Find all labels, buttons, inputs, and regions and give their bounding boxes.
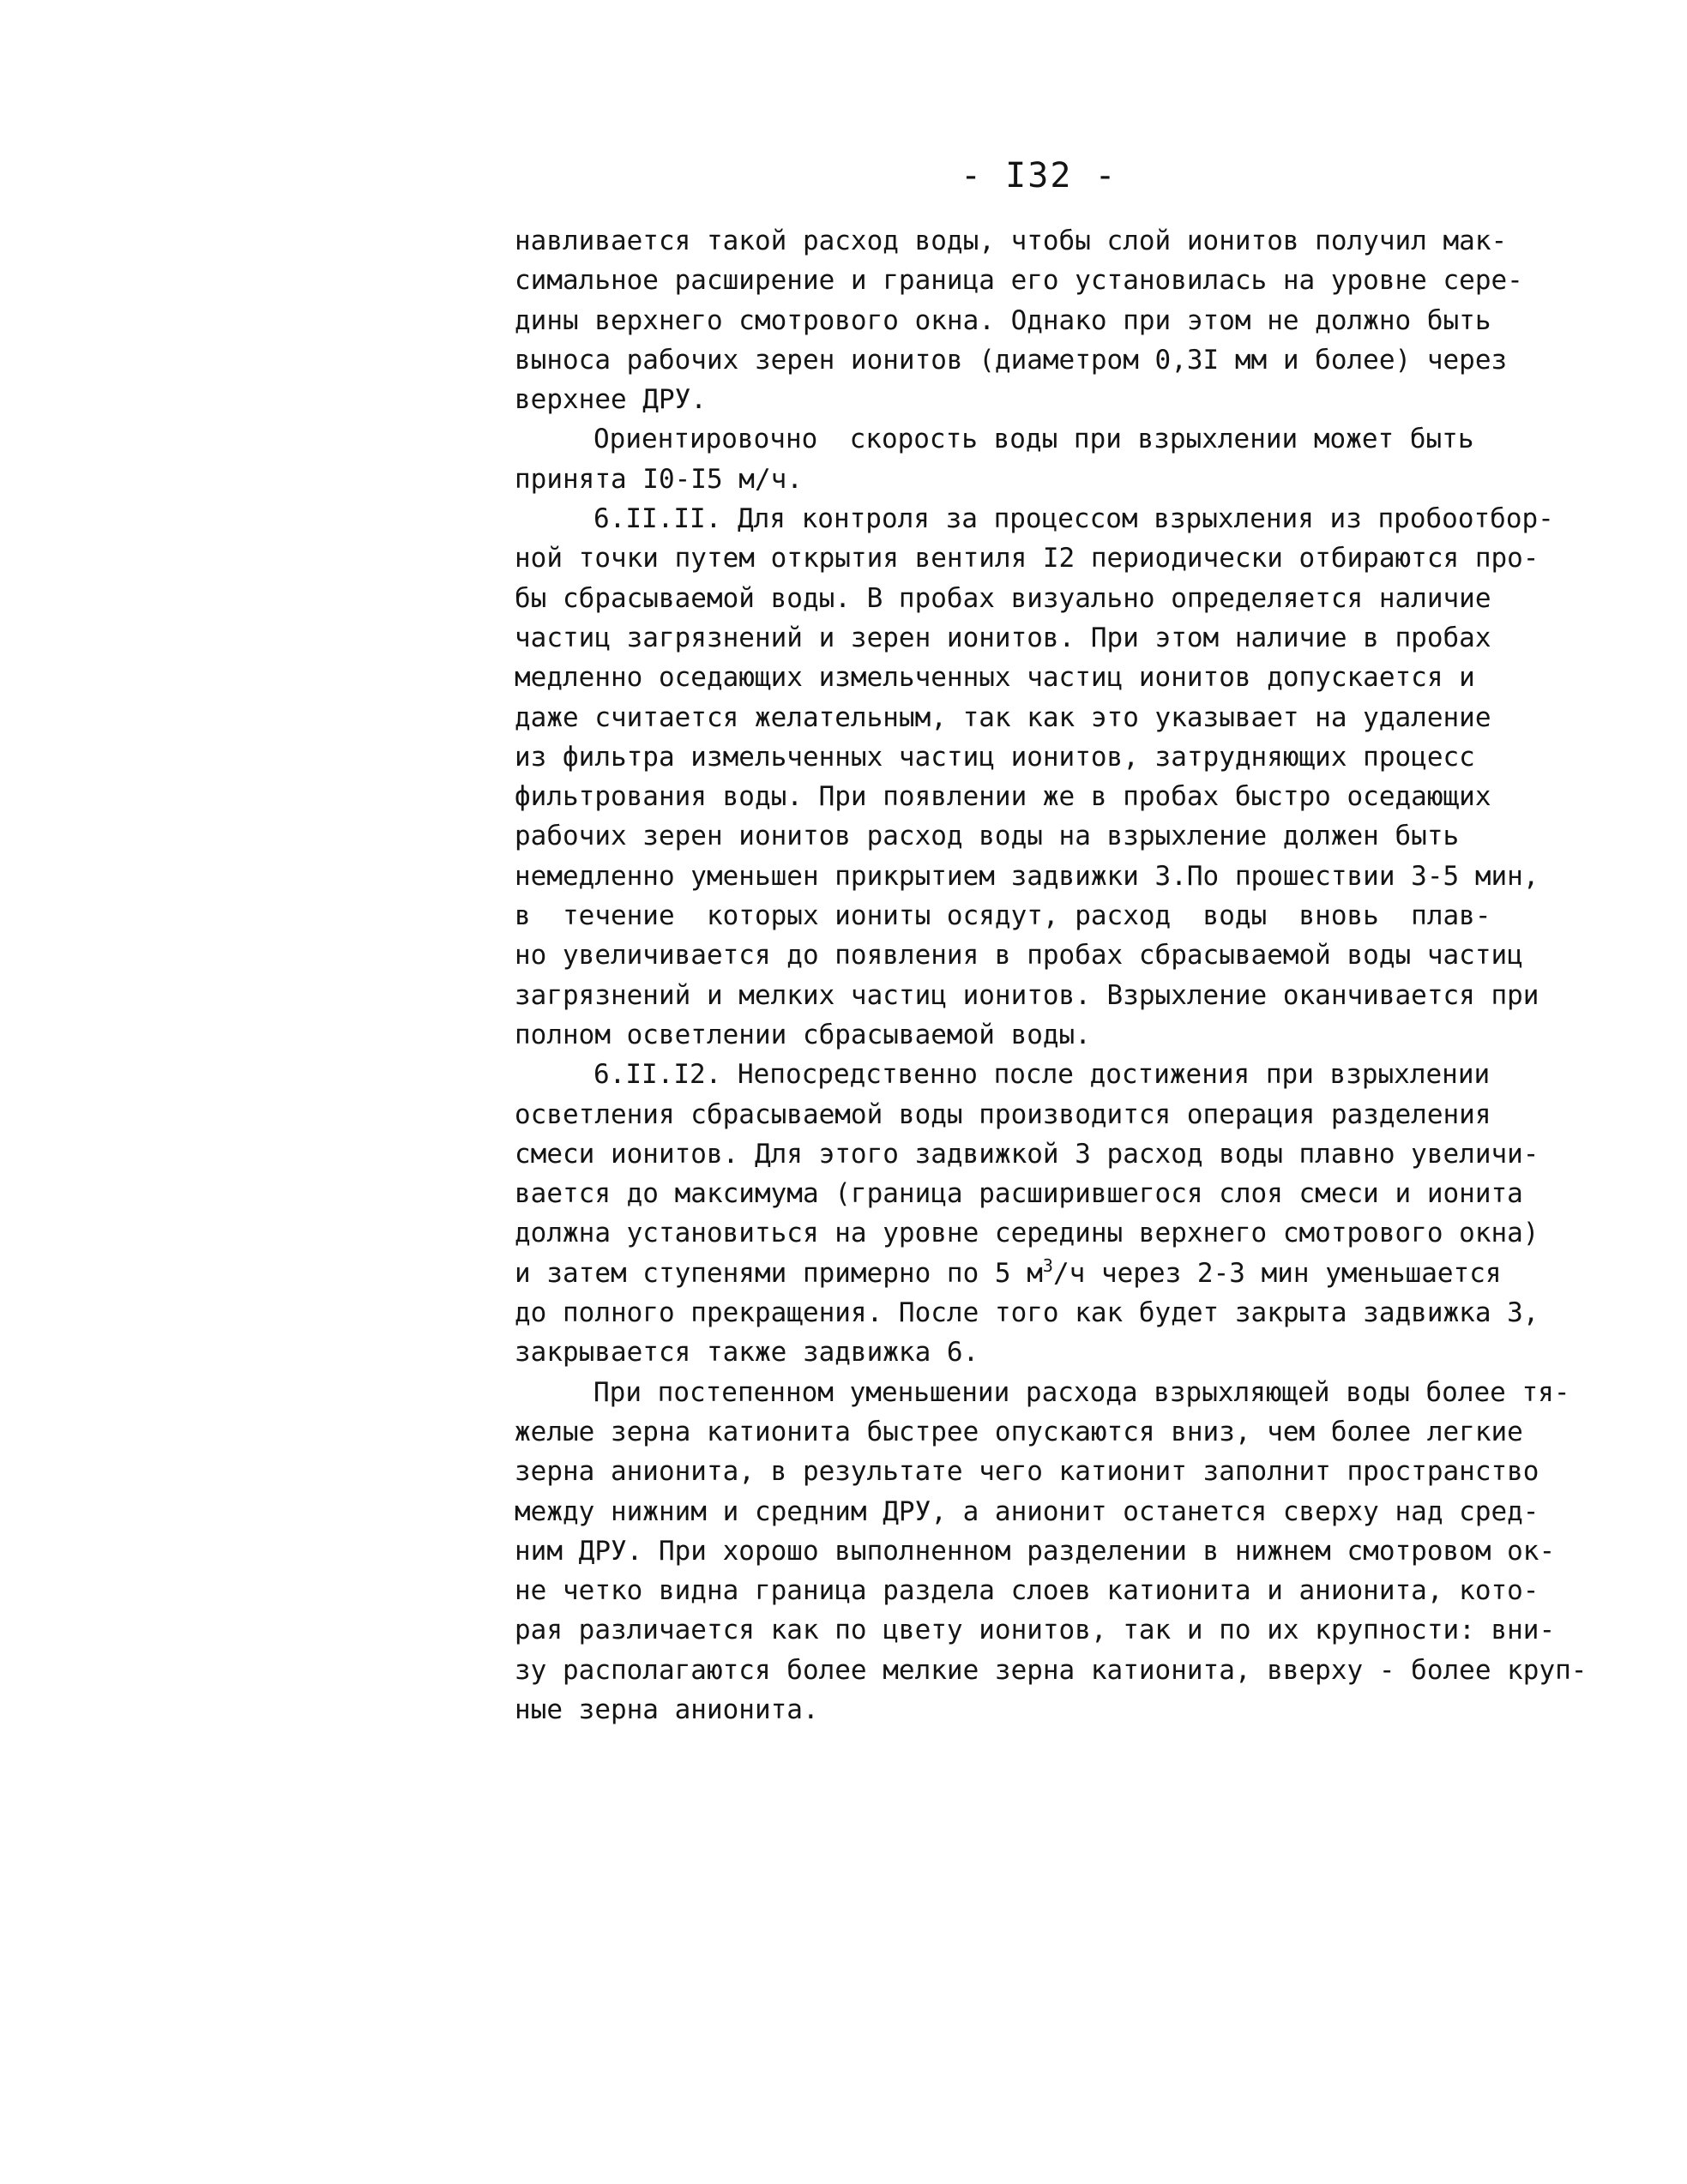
text-line: полном осветлении сбрасываемой воды. [515,1019,1091,1050]
paragraph-start-line: 6.II.I2. Непосредственно после достижения при взрыхлении [593,1059,1491,1091]
text-line: частиц загрязнений и зерен ионитов. При этом наличие в пробах [515,622,1491,653]
text-line: фильтрования воды. При появлении же в пробах быстро оседающих [515,781,1491,813]
paragraph-start-line: Ориентировочно скорость воды при взрыхлении может быть [593,424,1474,455]
text-line: немедленно уменьшен прикрытием задвижки 3.По прошествии 3-5 мин, [515,860,1539,892]
text-line: не четко видна граница раздела слоев катионита и анионита, кото- [515,1575,1539,1607]
text-line: смеси ионитов. Для этого задвижкой 3 расход воды плавно увеличи- [515,1138,1539,1170]
text-line: желые зерна катионита быстрее опускаются вниз, чем более легкие [515,1416,1523,1447]
text-line: бы сбрасываемой воды. В пробах визуально определяется наличие [515,582,1491,614]
text-line: зу располагаются более мелкие зерна катионита, вверху - более круп- [515,1654,1588,1686]
paragraph-start-line: 6.II.II. Для контроля за процессом взрыхления из пробоотбор- [593,503,1554,535]
text-line: до полного прекращения. После того как будет закрыта задвижка 3, [515,1297,1539,1329]
text-line: ной точки путем открытия вентиля I2 периодически отбираются про- [515,543,1539,575]
text-line: вается до максимума (граница расширившегося слоя смеси и ионита [515,1178,1523,1210]
paragraph-start-line: При постепенном уменьшении расхода взрыхляющей воды более тя- [593,1376,1570,1408]
text-line: должна установиться на уровне середины верхнего смотрового окна) [515,1218,1539,1249]
page-number: - I32 - [961,156,1118,196]
text-line: рабочих зерен ионитов расход воды на взрыхление должен быть [515,821,1460,852]
text-line: между нижним и средним ДРУ, а анионит останется сверху над сред- [515,1495,1539,1527]
text-line: ним ДРУ. При хорошо выполненном разделении в нижнем смотровом ок- [515,1535,1556,1567]
text-line: рая различается как по цвету ионитов, так и по их крупности: вни- [515,1615,1556,1646]
text-line: выноса рабочих зерен ионитов (диаметром 0,3I мм и более) через [515,344,1508,376]
text-line: симальное расширение и граница его установилась на уровне сере- [515,265,1523,297]
superscript: 3 [1042,1254,1053,1276]
text-segment: и затем ступенями примерно по 5 м [515,1257,1043,1289]
text-line: ные зерна анионита. [515,1694,819,1725]
text-line: закрывается также задвижка 6. [515,1337,979,1369]
body-text [515,221,1621,1730]
text-line: медленно оседающих измельченных частиц ионитов допускается и [515,662,1475,694]
text-line: даже считается желательным, так как это указывает на удаление [515,701,1491,733]
text-line: загрязнений и мелких частиц ионитов. Взрыхление оканчивается при [515,979,1539,1011]
text-line: осветления сбрасываемой воды производится операция разделения [515,1098,1491,1130]
text-line: из фильтра измельченных частиц ионитов, затрудняющих процесс [515,741,1475,773]
text-line: дины верхнего смотрового окна. Однако при этом не должно быть [515,304,1491,336]
text-line: верхнее ДРУ. [515,384,707,416]
text-line: навливается такой расход воды, чтобы слой ионитов получил мак- [515,226,1508,256]
text-line: зерна анионита, в результате чего катионит заполнит пространство [515,1456,1539,1488]
text-line: в течение которых иониты осядут, расход воды вновь плав- [515,900,1491,932]
text-line: принята I0-I5 м/ч. [515,463,803,495]
text-line: но увеличивается до появления в пробах сбрасываемой воды частиц [515,940,1523,972]
text-segment: /ч через 2-3 мин уменьшается [1052,1257,1502,1289]
text-line-with-superscript [515,1254,1621,1293]
